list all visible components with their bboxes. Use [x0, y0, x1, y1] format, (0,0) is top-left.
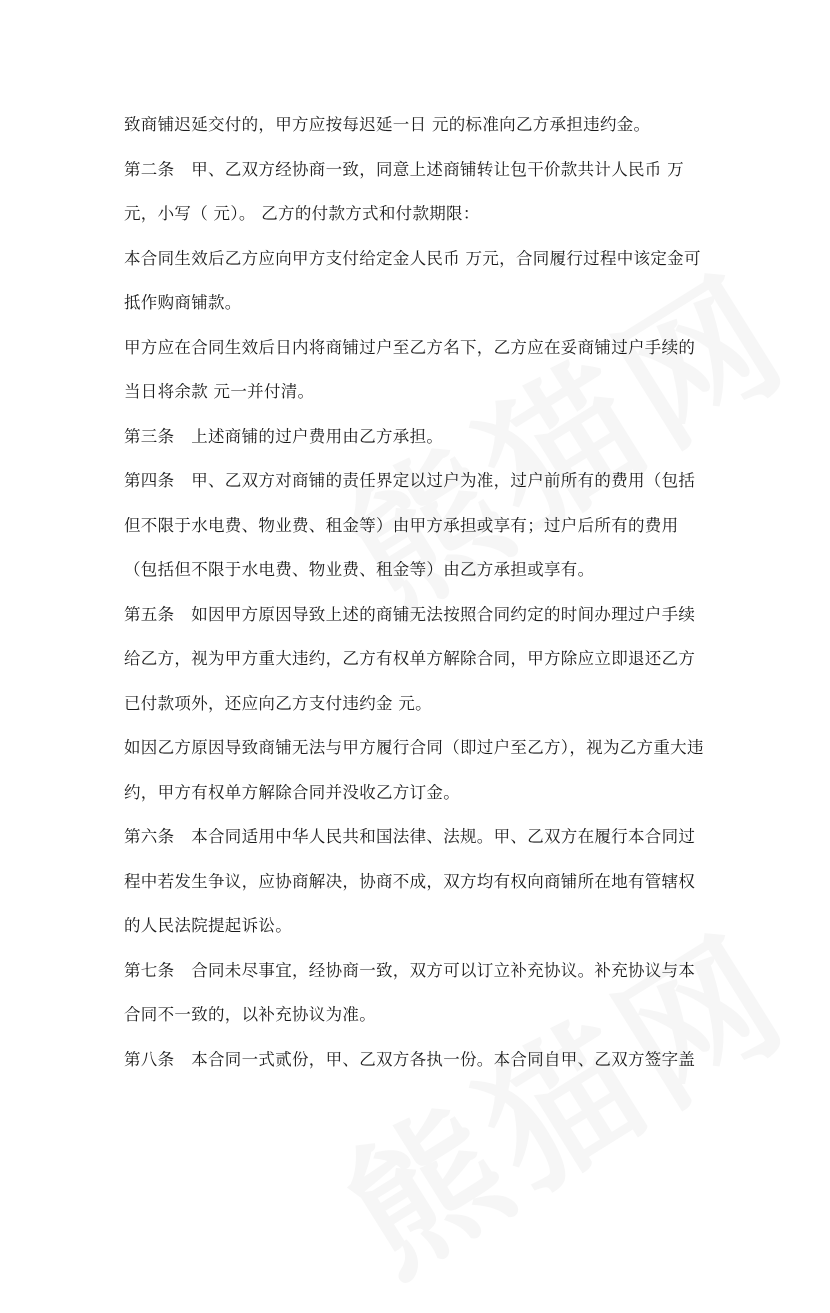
text-line: （包括但不限于水电费、物业费、租金等）由乙方承担或享有。 [124, 560, 595, 579]
text-line: 的人民法院提起诉讼。 [124, 916, 292, 935]
text-line: 第六条 本合同适用中华人民共和国法律、法规。甲、乙双方在履行本合同过 [124, 827, 696, 846]
text-line: 约，甲方有权单方解除合同并没收乙方订金。 [124, 782, 460, 802]
text-line: 第八条 本合同一式贰份，甲、乙双方各执一份。本合同自甲、乙双方签字盖 [124, 1049, 696, 1069]
text-line: 已付款项外，还应向乙方支付违约金 元。 [124, 693, 432, 713]
text-line: 致商铺迟延交付的，甲方应按每迟延一日 元的标准向乙方承担违约金。 [124, 115, 651, 134]
text-line: 合同不一致的，以补充协议为准。 [124, 1005, 376, 1024]
text-line: 第五条 如因甲方原因导致上述的商铺无法按照合同约定的时间办理过户手续 [124, 604, 696, 624]
document-body [124, 103, 709, 1082]
text-line: 甲方应在合同生效后日内将商铺过户至乙方名下，乙方应在妥商铺过户手续的 [124, 337, 696, 357]
text-line: 如因乙方原因导致商铺无法与甲方履行合同（即过户至乙方），视为乙方重大违 [124, 738, 704, 757]
text-line: 元，小写（ 元）。 乙方的付款方式和付款期限： [124, 204, 480, 223]
text-line: 但不限于水电费、物业费、租金等）由甲方承担或享有；过户后所有的费用 [124, 515, 679, 535]
text-line: 本合同生效后乙方应向甲方支付给定金人民币 万元，合同履行过程中该定金可 [124, 248, 701, 268]
text-line: 第二条 甲、乙双方经协商一致，同意上述商铺转让包干价款共计人民币 万 [124, 159, 684, 179]
text-line: 当日将余款 元一并付清。 [124, 382, 315, 401]
text-line: 抵作购商铺款。 [124, 293, 242, 312]
text-line: 第四条 甲、乙双方对商铺的责任界定以过户为准，过户前所有的费用（包括 [124, 471, 696, 490]
text-line: 第三条 上述商铺的过户费用由乙方承担。 [124, 426, 444, 446]
text-line: 第七条 合同未尽事宜，经协商一致，双方可以订立补充协议。补充协议与本 [124, 960, 696, 980]
text-line: 程中若发生争议，应协商解决，协商不成，双方均有权向商铺所在地有管辖权 [124, 871, 696, 891]
text-line: 给乙方，视为甲方重大违约，乙方有权单方解除合同，甲方除应立即退还乙方 [124, 649, 696, 668]
